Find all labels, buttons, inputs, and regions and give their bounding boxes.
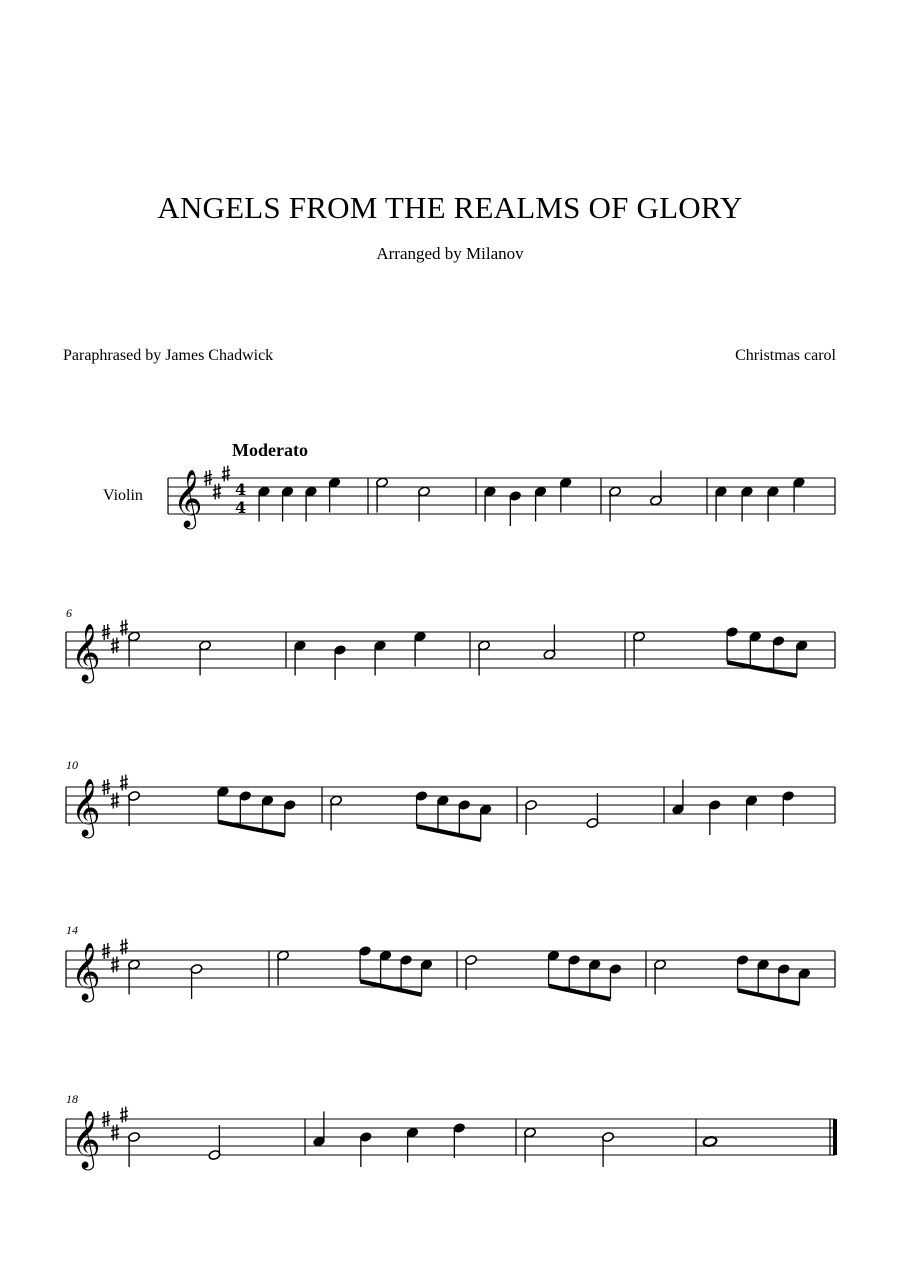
measure-number: 6 bbox=[66, 606, 72, 620]
note-beam bbox=[360, 979, 422, 997]
treble-clef-icon: 𝄞 bbox=[71, 623, 101, 681]
sharp-accidental bbox=[120, 775, 128, 791]
treble-clef-icon: 𝄞 bbox=[71, 778, 101, 836]
time-signature-numerator: 4 bbox=[235, 480, 247, 499]
score-title: ANGELS FROM THE REALMS OF GLORY bbox=[157, 190, 743, 225]
sharp-accidental bbox=[111, 638, 119, 654]
tempo-marking: Moderato bbox=[232, 440, 308, 460]
sharp-accidental bbox=[120, 1107, 128, 1123]
note-beam bbox=[417, 824, 481, 842]
note-beam bbox=[727, 660, 797, 678]
treble-clef-icon: 𝄞 bbox=[173, 469, 203, 527]
treble-clef-icon: 𝄞 bbox=[71, 1110, 101, 1168]
final-barline bbox=[833, 1119, 837, 1155]
time-signature-denominator: 4 bbox=[235, 498, 247, 517]
treble-clef-icon: 𝄞 bbox=[71, 942, 101, 1000]
note-beam bbox=[738, 988, 800, 1006]
measure-number: 18 bbox=[66, 1092, 78, 1106]
sharp-accidental bbox=[111, 1125, 119, 1141]
note-beam bbox=[549, 984, 611, 1002]
instrument-name: Violin bbox=[103, 487, 143, 504]
poet-credit: Paraphrased by James Chadwick bbox=[63, 347, 274, 364]
composer-credit: Christmas carol bbox=[735, 347, 836, 364]
sharp-accidental bbox=[111, 957, 119, 973]
measure-number: 10 bbox=[66, 758, 78, 772]
sharp-accidental bbox=[222, 466, 230, 482]
sharp-accidental bbox=[213, 484, 221, 500]
arranger-credit: Arranged by Milanov bbox=[376, 244, 524, 263]
sharp-accidental bbox=[120, 620, 128, 636]
sharp-accidental bbox=[111, 793, 119, 809]
measure-number: 14 bbox=[66, 923, 78, 937]
note-beam bbox=[218, 820, 285, 838]
sharp-accidental bbox=[120, 939, 128, 955]
